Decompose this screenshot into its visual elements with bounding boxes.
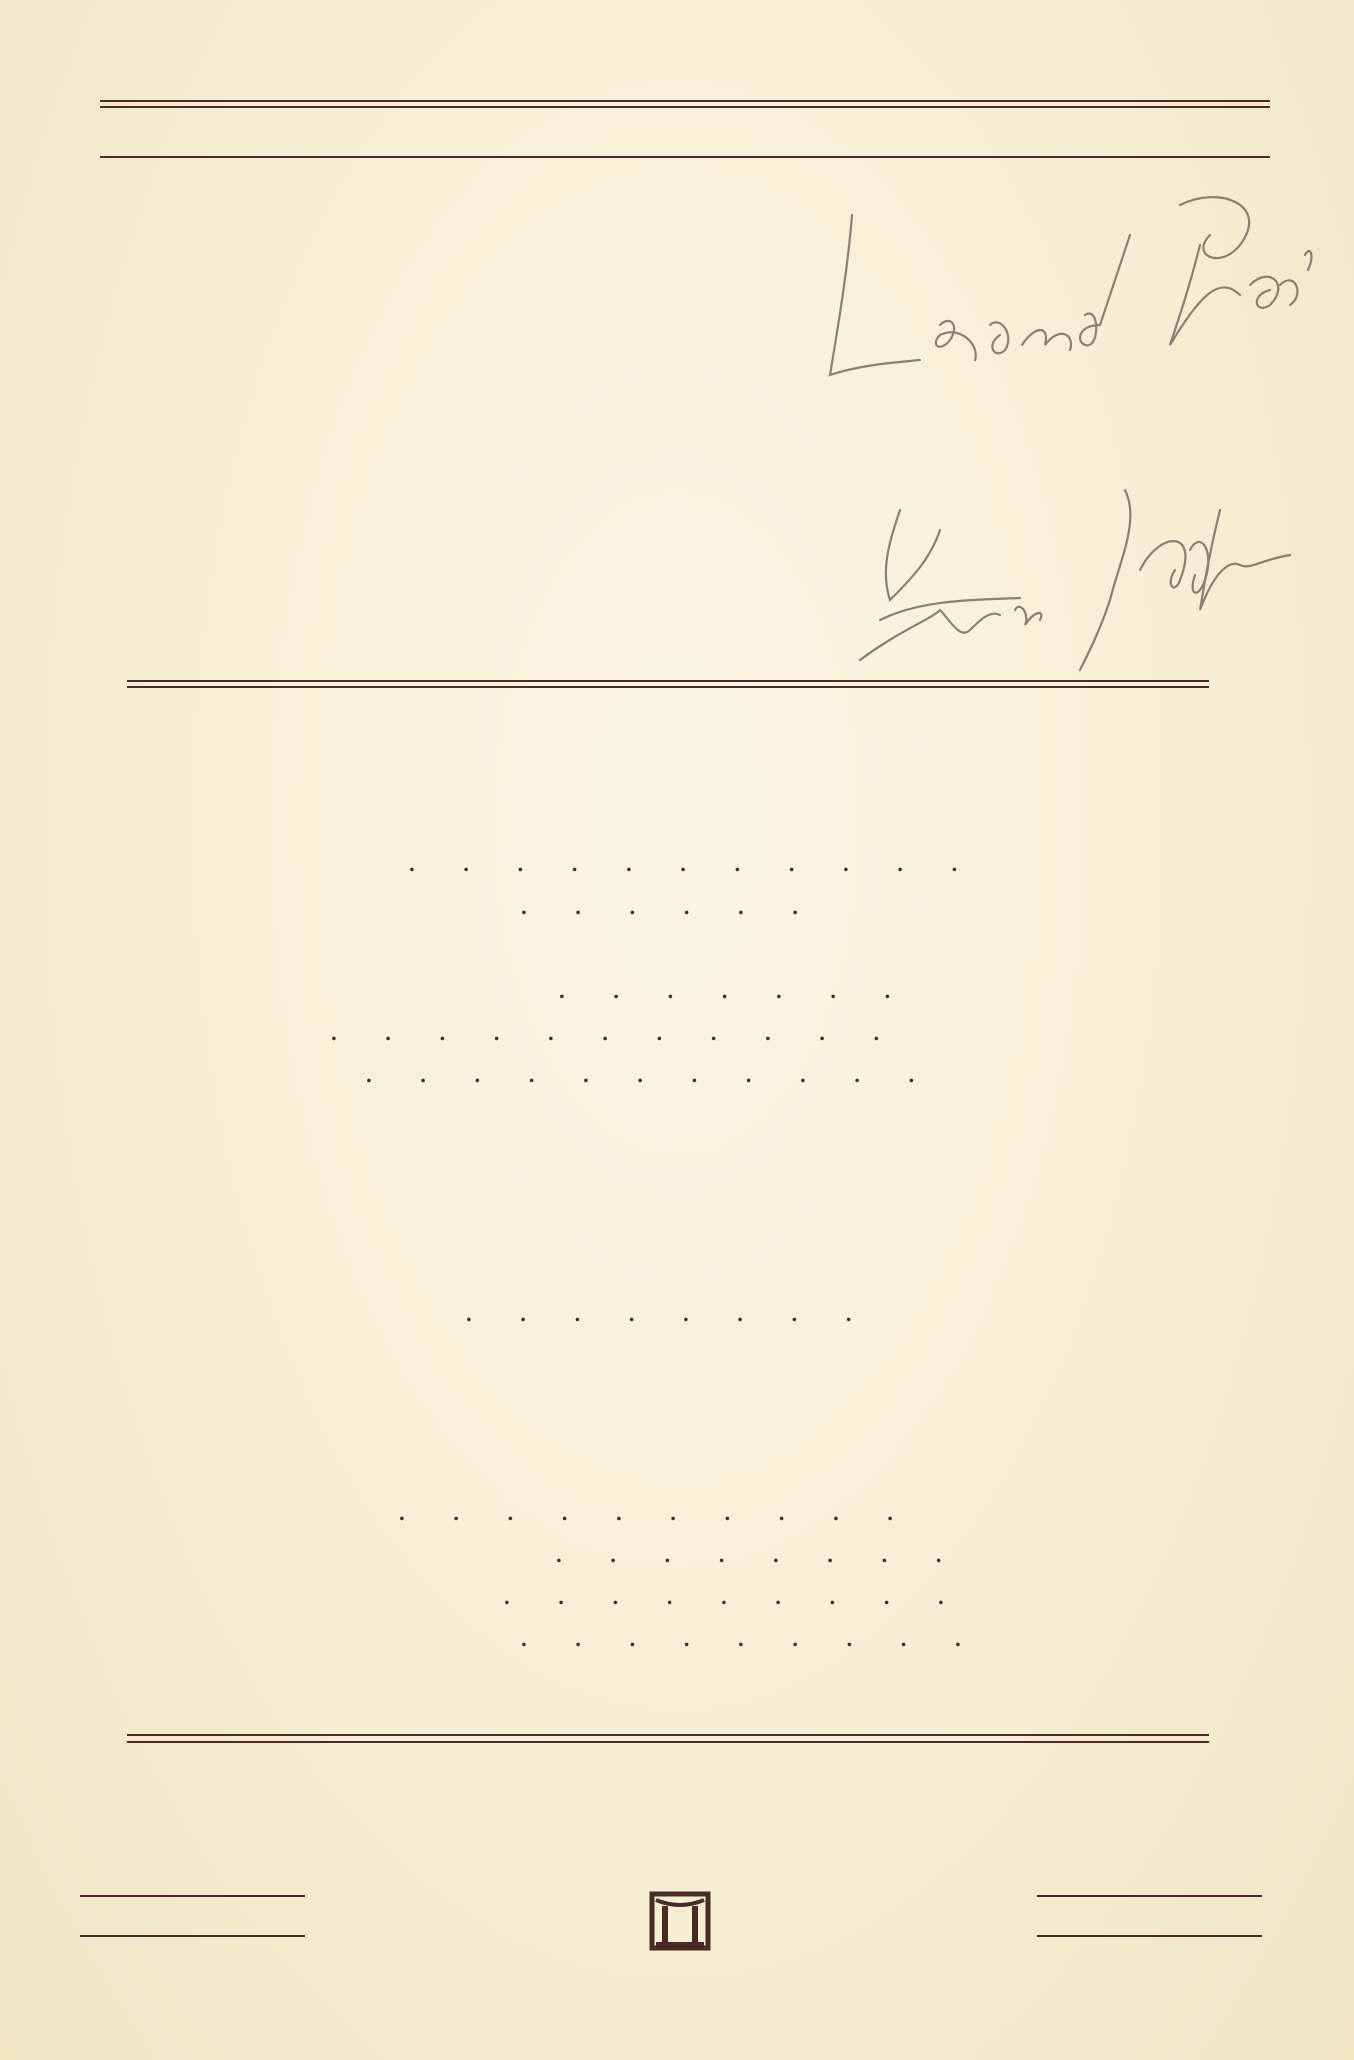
braid-ornament-right <box>1037 1894 1262 1938</box>
dot-leader: . . . . . . . . . <box>503 1576 945 1611</box>
footer-rule-top <box>127 1734 1209 1736</box>
dot-leader: . . . . . . . . . . <box>398 1492 894 1527</box>
dot-leader: . . . . . . <box>520 886 799 921</box>
footer-rule-bottom <box>127 1741 1209 1743</box>
braid-ornament-left <box>80 1894 305 1938</box>
dot-leader: . . . . . . . . <box>555 1534 943 1569</box>
signature-leonard-rose <box>800 175 1320 405</box>
signature-francis-iogha <box>820 470 1300 690</box>
dot-leader: . . . . . . . . . . . <box>408 843 959 878</box>
dot-leader: . . . . . . . <box>558 970 892 1005</box>
braid-ornament <box>100 112 1270 152</box>
carnegie-hall-stage-icon <box>648 1890 712 1952</box>
dot-leader: . . . . . . . . . . . <box>365 1054 916 1089</box>
dot-leader: . . . . . . . . <box>465 1293 853 1328</box>
dot-leader: . . . . . . . . . <box>520 1618 962 1653</box>
top-braid-border <box>100 100 1270 160</box>
dot-leader: . . . . . . . . . . . <box>330 1012 881 1047</box>
